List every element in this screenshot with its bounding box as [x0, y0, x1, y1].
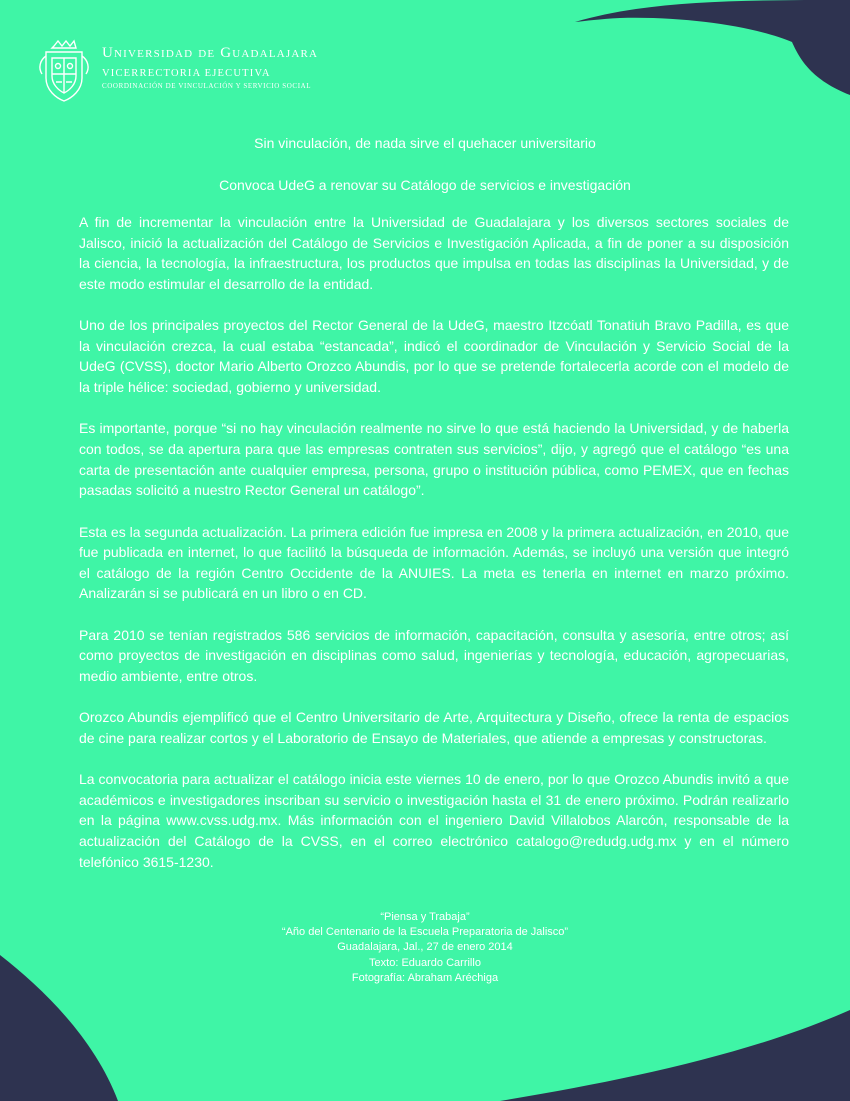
- year-line: “Año del Centenario de la Escuela Preparatoria de Jalisco”: [281, 926, 569, 939]
- motto: “Piensa y Trabaja”: [380, 911, 470, 923]
- article-body: [79, 212, 789, 893]
- footer: [270, 910, 580, 986]
- paragraph: Orozco Abundis ejemplificó que el Centro Universitario de Arte, Arquitectura y Diseño, ofrece la renta de espacios de cine para realizar cortos y el Laboratorio de Ensayo de Materiales, que atiende a empresas y constructoras.: [79, 709, 789, 746]
- headline: Sin vinculación, de nada sirve el quehacer universitario: [254, 135, 596, 151]
- bottom-right-wave: [500, 1010, 850, 1101]
- subheadline: Convoca UdeG a renovar su Catálogo de servicios e investigación: [219, 177, 631, 193]
- photo-credit: Fotografía: Abraham Aréchiga: [351, 971, 499, 984]
- coordinacion-label: COORDINACIÓN DE VINCULACIÓN Y SERVICIO SOCIAL: [102, 82, 312, 90]
- bottom-left-wave: [0, 955, 118, 1101]
- paragraph: Uno de los principales proyectos del Rector General de la UdeG, maestro Itzcóatl Tonatiuh Bravo Padilla, es que la vinculación crezca, la cual estaba “estancada”, indicó el coordinador de Vinculación y Servicio Social de la UdeG (CVSS), doctor Mario Alberto Orozco Abundis, por lo que se pretende fortalecerla acorde con el modelo de la triple hélice: sociedad, gobierno y universidad.: [79, 317, 789, 395]
- paragraph: Es importante, porque “si no hay vinculación realmente no sirve lo que está haciendo la Universidad, y de haberla con todos, se da apertura para que las empresas contraten sus servicios”, dijo, y agregó que el catálogo “es una carta de presentación ante cualquier empresa, persona, grupo o institución pública, como PEMEX, que en fechas pasadas solicitó a nuestro Rector General un catálogo”.: [79, 420, 789, 499]
- paragraph: Para 2010 se tenían registrados 586 servicios de información, capacitación, consulta y asesoría, entre otros; así como proyectos de investigación en disciplinas como salud, ingenierías y tecnología, educación, agropecuarias, medio ambiente, entre otros.: [79, 626, 789, 684]
- top-right-wave: [575, 0, 850, 95]
- university-name: Universidad de Guadalajara: [102, 45, 319, 61]
- paragraph: Esta es la segunda actualización. La primera edición fue impresa en 2008 y la primera actualización, en 2010, que fue publicada en internet, lo que facilitó la búsqueda de información. Además, se incluyó una versión que integró el catálogo de la región Centro Occidente de la ANUIES. La meta es tenerla en internet en marzo próximo. Analizarán si se publicará en un libro o en CD.: [79, 523, 789, 602]
- university-crest-icon: [36, 38, 92, 104]
- paragraph: A fin de incrementar la vinculación entre la Universidad de Guadalajara y los diversos sectores sociales de Jalisco, inició la actualización del Catálogo de Servicios e Investigación Aplicada, a fin de poner a su disposición la ciencia, la tecnología, la infraestructura, los productos que impulsa en todas las disciplinas la Universidad, y de este modo estimular el desarrollo de la entidad.: [79, 214, 789, 292]
- vicerrectoria-label: VICERRECTORIA EJECUTIVA: [102, 68, 271, 79]
- paragraph: La convocatoria para actualizar el catálogo inicia este viernes 10 de enero, por lo que Orozco Abundis invitó a que académicos e investigadores inscriban su servicio o investigación hasta el 31 de enero próximo. Podrán realizarlo en la página www.cvss.udg.mx. Más información con el ingeniero David Villalobos Alarcón, responsable de la actualización del Catálogo de la CVSS, en el correo electrónico catalogo@redudg.udg.mx y en el número telefónico 3615-1230.: [79, 771, 789, 870]
- place-date: Guadalajara, Jal., 27 de enero 2014: [337, 941, 513, 954]
- text-credit: Texto: Eduardo Carrillo: [369, 956, 481, 969]
